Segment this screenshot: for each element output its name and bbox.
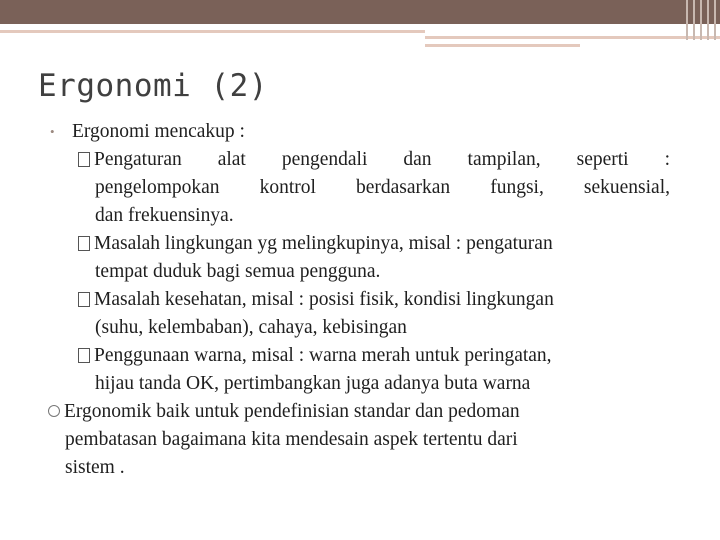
level1-text: Ergonomi mencakup : bbox=[72, 121, 245, 142]
list-item: Pengaturan alat pengendali dan tampilan, seperti : bbox=[78, 146, 670, 174]
closing-line: sistem . bbox=[65, 457, 125, 478]
checkbox-square-icon bbox=[78, 236, 90, 251]
list-item-line: dan frekuensinya. bbox=[95, 205, 234, 226]
list-item: Masalah lingkungan yg melingkupinya, misal : pengaturan bbox=[78, 230, 553, 258]
list-item-line: tempat duduk bagi semua pengguna. bbox=[95, 261, 381, 282]
hollow-circle-icon bbox=[48, 405, 60, 417]
closing-item: Ergonomik baik untuk pendefinisian standar dan pedoman bbox=[48, 398, 520, 426]
list-item-line: hijau tanda OK, pertimbangkan juga adanya buta warna bbox=[95, 373, 531, 394]
top-bar bbox=[0, 0, 720, 24]
accent-stripe bbox=[425, 36, 720, 39]
checkbox-square-icon bbox=[78, 348, 90, 363]
decorative-lines bbox=[686, 0, 720, 40]
slide-title: Ergonomi (2) bbox=[38, 68, 268, 104]
checkbox-square-icon bbox=[78, 152, 90, 167]
closing-line: pembatasan bagaimana kita mendesain aspek tertentu dari bbox=[65, 429, 518, 450]
list-item-line: pengelompokan kontrol berdasarkan fungsi, sekuensial, bbox=[95, 177, 670, 198]
list-item: Penggunaan warna, misal : warna merah untuk peringatan, bbox=[78, 342, 552, 370]
accent-stripe bbox=[0, 30, 425, 33]
list-item-line: (suhu, kelembaban), cahaya, kebisingan bbox=[95, 317, 407, 338]
checkbox-square-icon bbox=[78, 292, 90, 307]
bullet-dot-icon: • bbox=[50, 124, 55, 139]
accent-stripe bbox=[425, 44, 580, 47]
list-item: Masalah kesehatan, misal : posisi fisik, kondisi lingkungan bbox=[78, 286, 554, 314]
